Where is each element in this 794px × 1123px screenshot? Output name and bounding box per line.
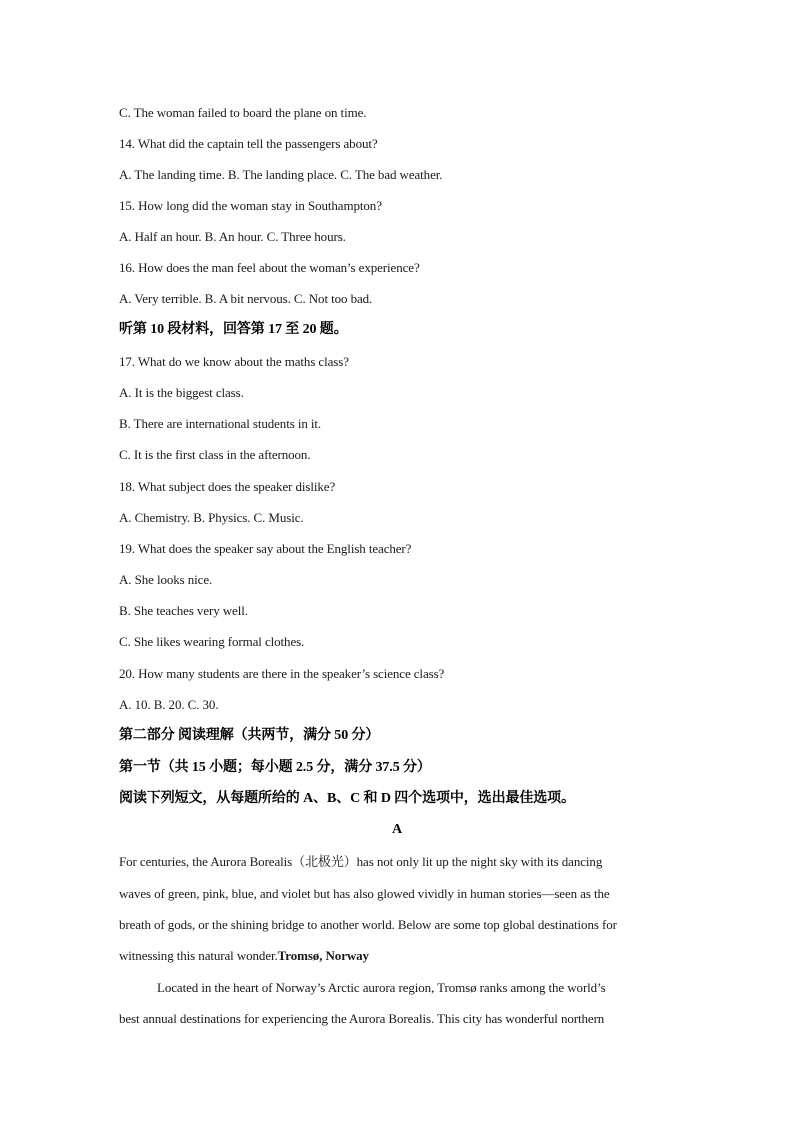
- question-14: 14. What did the captain tell the passengers about?: [119, 136, 378, 151]
- question-19: 19. What does the speaker say about the English teacher?: [119, 541, 412, 556]
- reading-section-heading: 第一节（共 15 小题；每小题 2.5 分，满分 37.5 分）: [119, 760, 431, 775]
- question-19-option-c: C. She likes wearing formal clothes.: [119, 634, 305, 649]
- question-20: 20. How many students are there in the speaker’s science class?: [119, 666, 445, 681]
- destination-heading-tromso: Tromsø, Norway: [277, 948, 369, 963]
- paragraph-2-line-1: Located in the heart of Norway’s Arctic aurora region, Tromsø ranks among the world’s: [157, 980, 606, 995]
- paragraph-1-line-2: waves of green, pink, blue, and violet but has also glowed vividly in human stories—seen as the: [119, 886, 610, 901]
- question-18: 18. What subject does the speaker dislike?: [119, 479, 336, 494]
- question-19-option-a: A. She looks nice.: [119, 572, 213, 587]
- paragraph-2-line-2: best annual destinations for experiencing the Aurora Borealis. This city has wonderful northern: [119, 1011, 605, 1026]
- paragraph-1-line-1: For centuries, the Aurora Borealis（北极光）has not only lit up the night sky with its dancing: [119, 854, 603, 869]
- paragraph-1-line-4: [119, 948, 679, 964]
- q13-option-c: C. The woman failed to board the plane on time.: [119, 105, 367, 120]
- question-15-options: A. Half an hour. B. An hour. C. Three hours.: [119, 229, 346, 244]
- question-16-options: A. Very terrible. B. A bit nervous. C. Not too bad.: [119, 291, 373, 306]
- paragraph-1-line-3: breath of gods, or the shining bridge to another world. Below are some top global destinations for: [119, 917, 617, 932]
- question-17: 17. What do we know about the maths class?: [119, 354, 349, 369]
- question-17-option-b: B. There are international students in it.: [119, 416, 322, 431]
- question-15: 15. How long did the woman stay in Southampton?: [119, 198, 382, 213]
- question-19-option-b: B. She teaches very well.: [119, 603, 248, 618]
- question-18-options: A. Chemistry. B. Physics. C. Music.: [119, 510, 304, 525]
- question-17-option-c: C. It is the first class in the afternoon.: [119, 447, 311, 462]
- reading-instructions: 阅读下列短文，从每题所给的 A、B、C 和 D 四个选项中，选出最佳选项。: [119, 791, 575, 806]
- reading-part-heading: 第二部分 阅读理解（共两节，满分 50 分）: [119, 728, 380, 743]
- paragraph-1-line-4-text: witnessing this natural wonder.: [119, 948, 278, 963]
- question-17-option-a: A. It is the biggest class.: [119, 385, 244, 400]
- passage-label: A: [391, 822, 402, 837]
- question-20-options: A. 10. B. 20. C. 30.: [119, 697, 219, 712]
- question-14-options: A. The landing time. B. The landing place. C. The bad weather.: [119, 167, 443, 182]
- section-10-heading: 听第 10 段材料，回答第 17 至 20 题。: [119, 322, 348, 337]
- question-16: 16. How does the man feel about the woman’s experience?: [119, 260, 420, 275]
